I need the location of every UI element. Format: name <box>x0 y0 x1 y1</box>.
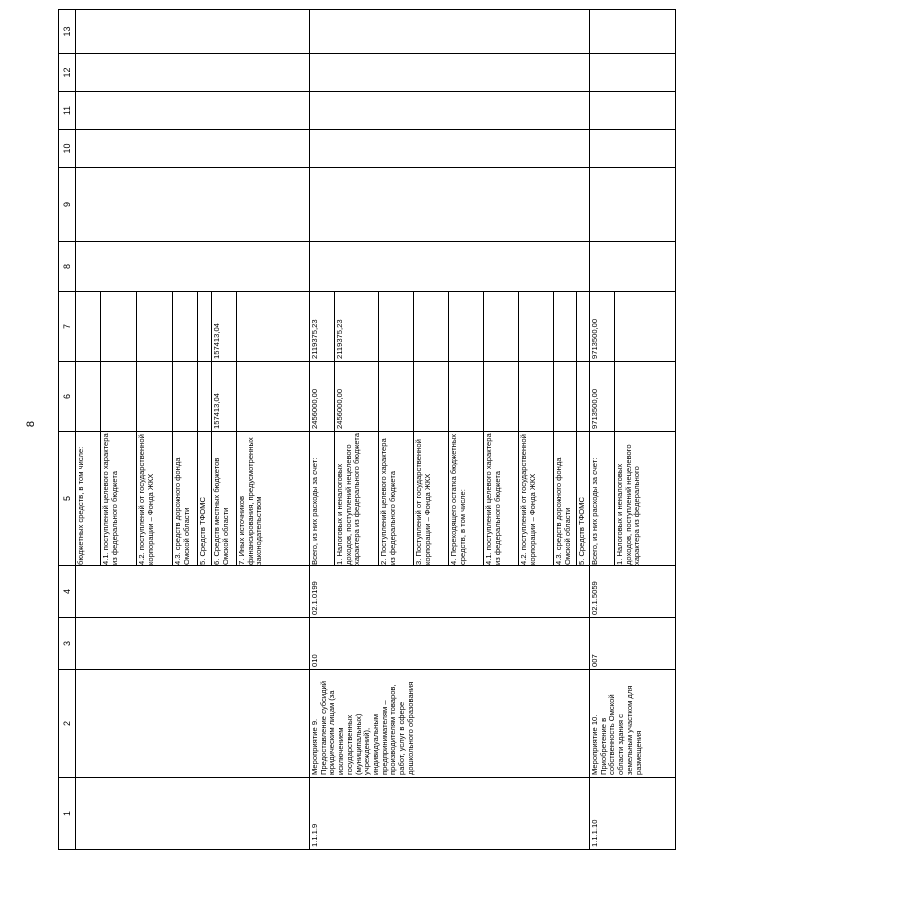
amount-line <box>101 362 137 431</box>
source-cell <box>76 432 310 566</box>
amount-line <box>76 292 101 361</box>
source-cell <box>590 432 676 566</box>
amount-line <box>554 292 577 361</box>
col11-cell <box>310 92 590 130</box>
col-header: 3 <box>59 618 76 670</box>
col13-cell <box>76 10 310 54</box>
amount-line <box>414 362 449 431</box>
source-cell <box>310 432 590 566</box>
amount-line <box>484 362 519 431</box>
col4-cell: 02.1.0199 <box>310 566 590 618</box>
col11-cell <box>590 92 676 130</box>
amount-cell <box>590 292 676 362</box>
col4-cell <box>76 566 310 618</box>
amount-line <box>379 292 414 361</box>
col-header: 7 <box>59 292 76 362</box>
col8-cell <box>590 242 676 292</box>
col-header: 10 <box>59 130 76 168</box>
amount-cell <box>76 362 310 432</box>
source-line: 7. Иных источников финансирования, предусмотренных законодательством <box>237 437 264 565</box>
col-header: 4 <box>59 566 76 618</box>
col10-cell <box>590 130 676 168</box>
col-header: 5 <box>59 432 76 566</box>
col13-cell <box>310 10 590 54</box>
amount-line: 157413,04 <box>212 362 237 431</box>
amount-line <box>449 292 484 361</box>
amount-line <box>615 292 675 361</box>
amount-line <box>519 362 554 431</box>
amount-line <box>577 292 589 361</box>
amount-line <box>76 362 101 431</box>
code-cell: 1.1.1.10 <box>590 778 676 850</box>
col8-cell <box>310 242 590 292</box>
col11-cell <box>76 92 310 130</box>
col-header: 13 <box>59 10 76 54</box>
amount-line <box>173 292 198 361</box>
amount-line: 2456000,00 <box>335 362 379 431</box>
amount-line <box>577 362 589 431</box>
amount-line <box>615 362 675 431</box>
source-line: 4. Переходящего остатка бюджетных средств, в том числе: <box>449 432 484 565</box>
amount-line <box>101 292 137 361</box>
source-line: 3. Поступлений от государственной корпорации – Фонда ЖКХ <box>414 432 449 565</box>
source-line: 5. Средств ТФОМС <box>577 497 586 565</box>
name-cell <box>76 670 310 778</box>
source-line: 4.3. средств дорожного фонда Омской области <box>554 432 577 565</box>
amount-line: 9713500,00 <box>590 292 615 361</box>
col-header: 11 <box>59 92 76 130</box>
name-cell: Мероприятие 9. Предоставление субсидий юридическим лицам (за исключением государственных (муниципальных) учреждений), индивидуальным предпринимателям – производителям товаров, работ, услуг в сфере дошкольного образования <box>310 670 590 778</box>
amount-line <box>519 292 554 361</box>
source-line: Всего, из них расходы за счет: <box>590 432 615 565</box>
amount-line: 9713500,00 <box>590 362 615 431</box>
table-row-1-1-1-10 <box>590 10 676 850</box>
table-row-carryover <box>76 10 310 850</box>
amount-line: 2456000,00 <box>310 362 335 431</box>
amount-line <box>237 292 289 361</box>
amount-line <box>198 292 212 361</box>
col3-cell <box>76 618 310 670</box>
amount-cell <box>310 292 590 362</box>
col8-cell <box>76 242 310 292</box>
amount-line <box>198 362 212 431</box>
col-header: 1 <box>59 778 76 850</box>
col10-cell <box>310 130 590 168</box>
source-line: 1. Налоговых и неналоговых доходов, поступлений нецелевого характера из федерального <box>615 444 642 565</box>
source-line: 4.3. средств дорожного фонда Омской области <box>173 432 198 565</box>
header-row <box>59 10 76 850</box>
amount-line <box>173 362 198 431</box>
page-number: 8 <box>25 420 38 428</box>
col9-cell <box>76 168 310 242</box>
source-line: 2. Поступлений целевого характера из федерального бюджета <box>379 432 414 565</box>
code-cell <box>76 778 310 850</box>
col10-cell <box>76 130 310 168</box>
table-row-1-1-1-9 <box>310 10 590 850</box>
amount-line <box>484 292 519 361</box>
source-line: бюджетных средств, в том числе: <box>76 432 101 565</box>
source-line: Всего, из них расходы за счет: <box>310 432 335 565</box>
amount-cell <box>76 292 310 362</box>
source-line: 4.1. поступлений целевого характера из федерального бюджета <box>484 432 519 565</box>
amount-line <box>137 362 173 431</box>
source-line: 6. Средств местных бюджетов Омской области <box>212 432 237 565</box>
amount-cell <box>590 362 676 432</box>
col13-cell <box>590 10 676 54</box>
col-header: 6 <box>59 362 76 432</box>
amount-line <box>414 292 449 361</box>
code-cell: 1.1.1.9 <box>310 778 590 850</box>
col4-cell: 02.1.5059 <box>590 566 676 618</box>
col9-cell <box>310 168 590 242</box>
source-line: 4.1. поступлений целевого характера из федерального бюджета <box>101 432 137 565</box>
col-header: 8 <box>59 242 76 292</box>
col12-cell <box>590 54 676 92</box>
amount-line: 157413,04 <box>212 292 237 361</box>
col-header: 9 <box>59 168 76 242</box>
amount-line: 2119375,23 <box>335 292 379 361</box>
source-line: 4.2. поступлений от государственной корпорации – Фонда ЖКХ <box>137 432 173 565</box>
source-line: 5. Средств ТФОМС <box>198 432 212 565</box>
col-header: 12 <box>59 54 76 92</box>
col12-cell <box>76 54 310 92</box>
col3-cell: 007 <box>590 618 676 670</box>
amount-line <box>237 362 289 431</box>
amount-line <box>379 362 414 431</box>
amount-cell <box>310 362 590 432</box>
col3-cell: 010 <box>310 618 590 670</box>
budget-table-wrapper <box>58 10 899 847</box>
col-header: 2 <box>59 670 76 778</box>
source-line: 1. Налоговых и неналоговых доходов, поступлений нецелевого характера из федерального бюджета <box>335 432 379 565</box>
name-cell: Мероприятие 10. Приобретение в собственность Омской области здания с земельным участком для размещения <box>590 670 676 778</box>
amount-line <box>449 362 484 431</box>
budget-table <box>58 9 676 850</box>
amount-line: 2119375,23 <box>310 292 335 361</box>
amount-line <box>554 362 577 431</box>
col12-cell <box>310 54 590 92</box>
amount-line <box>137 292 173 361</box>
source-line: 4.2. поступлений от государственной корпорации – Фонда ЖКХ <box>519 432 554 565</box>
col9-cell <box>590 168 676 242</box>
